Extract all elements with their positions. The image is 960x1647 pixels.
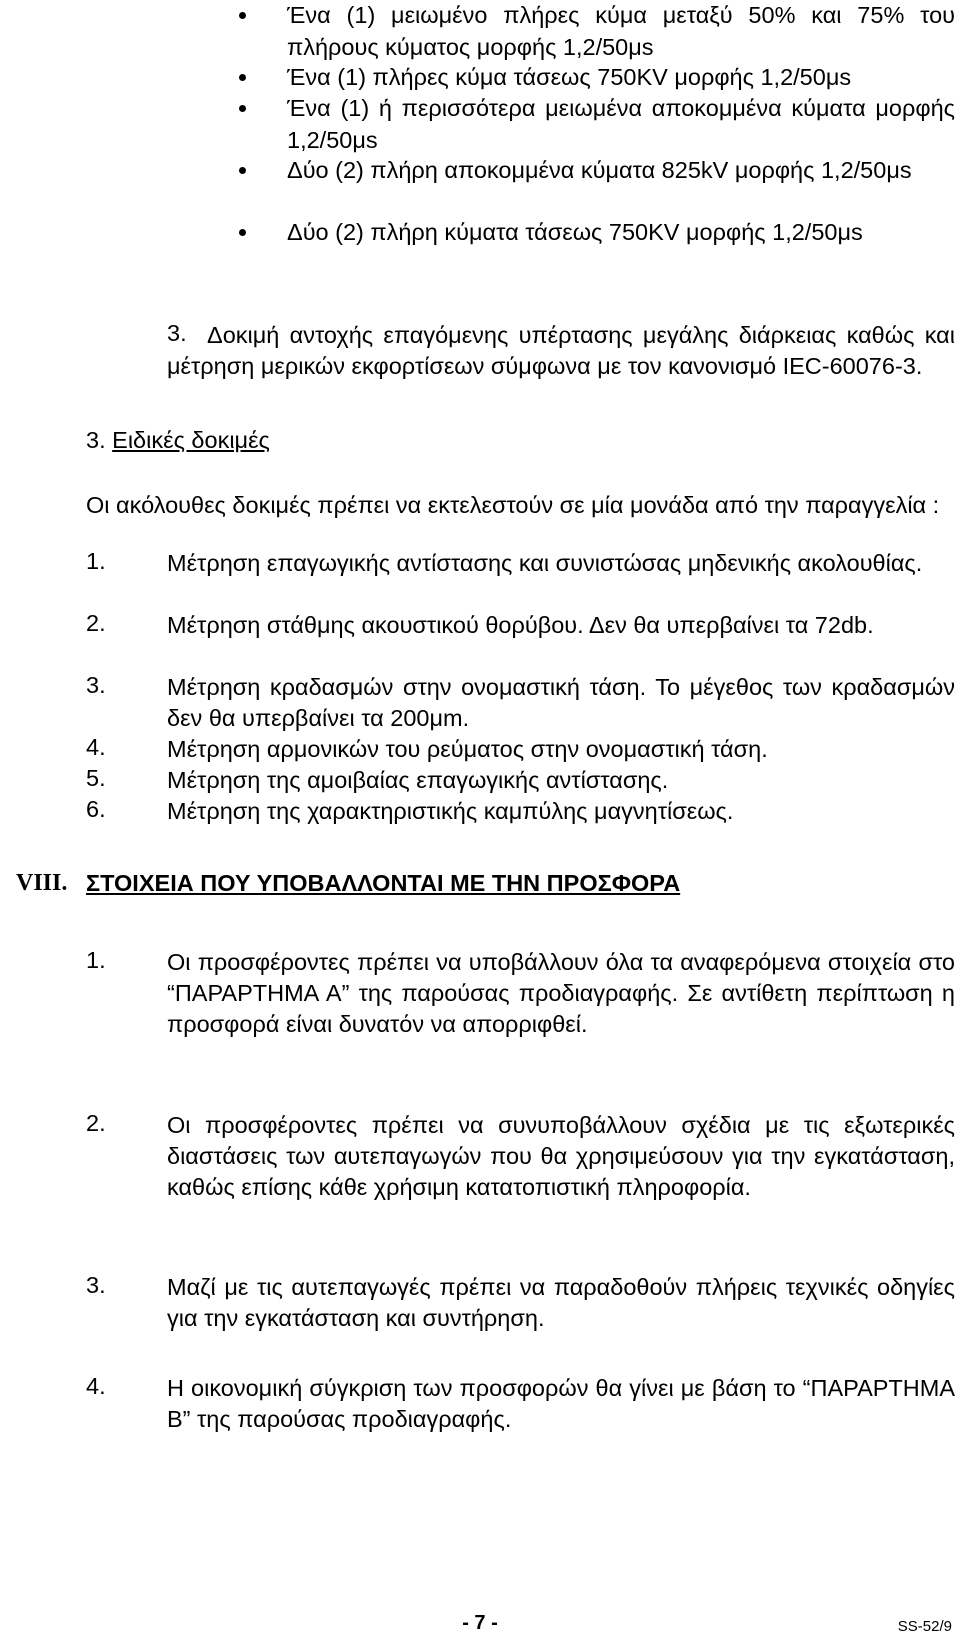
bullet-dot-icon bbox=[239, 105, 246, 112]
list-number: 3. bbox=[86, 672, 106, 698]
special-tests-intro: Οι ακόλουθες δοκιμές πρέπει να εκτελεστούν σε μία μονάδα από την παραγγελία : bbox=[86, 492, 940, 518]
bullet-text: Ένα (1) μειωμένο πλήρες κύμα μεταξύ 50% και 75% του πλήρους κύματος μορφής 1,2/50μs bbox=[287, 2, 955, 60]
list-number: 2. bbox=[86, 1110, 106, 1136]
special-tests-number: 3. bbox=[86, 427, 106, 453]
impulse-test-bullet-list bbox=[239, 0, 955, 279]
bullet-item bbox=[239, 217, 955, 279]
bullet-text: Δύο (2) πλήρη κύματα τάσεως 750KV μορφής 1,2/50μs bbox=[287, 219, 863, 245]
bullet-dot-icon bbox=[239, 12, 246, 19]
list-item-text: Μέτρηση της χαρακτηριστικής καμπύλης μαγνητίσεως. bbox=[167, 798, 734, 824]
bullet-dot-icon bbox=[239, 167, 246, 174]
test-3-number: 3. bbox=[167, 320, 187, 346]
list-number: 1. bbox=[86, 548, 106, 574]
list-item-text: Μέτρηση στάθμης ακουστικού θορύβου. Δεν θα υπερβαίνει τα 72db. bbox=[167, 612, 874, 638]
section-roman-numeral: VIII. bbox=[16, 870, 68, 896]
list-item-text: Οι προσφέροντες πρέπει να υποβάλλουν όλα τα αναφερόμενα στοιχεία στο “ΠΑΡΑΡΤΗΜΑ Α” της παρούσας προδιαγραφής. Σε αντίθετη περίπτωση η προσφορά είναι δυνατόν να απορριφθεί. bbox=[167, 949, 955, 1037]
list-number: 5. bbox=[86, 765, 106, 791]
list-item-text: Μέτρηση αρμονικών του ρεύματος στην ονομαστική τάση. bbox=[167, 736, 768, 762]
bullet-text: Δύο (2) πλήρη αποκομμένα κύματα 825kV μορφής 1,2/50μs bbox=[287, 157, 912, 183]
list-item-text: Η οικονομική σύγκριση των προσφορών θα γίνει με βάση το “ΠΑΡΑΡΤΗΜΑ Β” της παρούσας προδιαγραφής. bbox=[167, 1375, 955, 1432]
bullet-dot-icon bbox=[239, 229, 246, 236]
list-number: 4. bbox=[86, 734, 106, 760]
list-item-text: Μέτρηση της αμοιβαίας επαγωγικής αντίστασης. bbox=[167, 767, 669, 793]
special-tests-heading bbox=[86, 427, 270, 454]
bullet-text: Ένα (1) ή περισσότερα μειωμένα αποκομμένα κύματα μορφής 1,2/50μs bbox=[287, 95, 955, 153]
bullet-dot-icon bbox=[239, 74, 246, 81]
list-number: 6. bbox=[86, 796, 106, 822]
list-number: 1. bbox=[86, 947, 106, 973]
list-number: 3. bbox=[86, 1272, 106, 1298]
bullet-item bbox=[239, 0, 955, 62]
bullet-item bbox=[239, 93, 955, 155]
list-number: 4. bbox=[86, 1373, 106, 1399]
list-number: 2. bbox=[86, 610, 106, 636]
page-number: - 7 - bbox=[462, 1612, 498, 1634]
list-item-text: Μέτρηση επαγωγικής αντίστασης και συνιστώσας μηδενικής ακολουθίας. bbox=[167, 550, 923, 576]
section-title: ΣΤΟΙΧΕΙΑ ΠΟΥ ΥΠΟΒΑΛΛΟΝΤΑΙ ΜΕ ΤΗΝ ΠΡΟΣΦΟΡΑ bbox=[86, 870, 681, 896]
test-3-text: Δοκιμή αντοχής επαγόμενης υπέρτασης μεγάλης διάρκειας καθώς και μέτρηση μερικών εκφορτίσεων σύμφωνα με τον κανονισμό IEC-60076-3. bbox=[167, 322, 955, 379]
special-tests-title: Ειδικές δοκιμές bbox=[112, 427, 270, 453]
bullet-item bbox=[239, 62, 955, 93]
list-item-text: Μαζί με τις αυτεπαγωγές πρέπει να παραδοθούν πλήρεις τεχνικές οδηγίες για την εγκατάσταση και συντήρηση. bbox=[167, 1274, 955, 1331]
bullet-item bbox=[239, 155, 955, 217]
bullet-text: Ένα (1) πλήρες κύμα τάσεως 750KV μορφής 1,2/50μs bbox=[287, 64, 852, 90]
list-item-text: Οι προσφέροντες πρέπει να συνυποβάλλουν σχέδια με τις εξωτερικές διαστάσεις των αυτεπαγωγών που θα χρησιμεύσουν για την εγκατάσταση, καθώς επίσης κάθε χρήσιμη κατατοπιστική πληροφορία. bbox=[167, 1112, 955, 1200]
list-item-text: Μέτρηση κραδασμών στην ονομαστική τάση. Το μέγεθος των κραδασμών δεν θα υπερβαίνει τα 200μm. bbox=[167, 674, 955, 731]
document-code: SS-52/9 bbox=[897, 1618, 952, 1635]
